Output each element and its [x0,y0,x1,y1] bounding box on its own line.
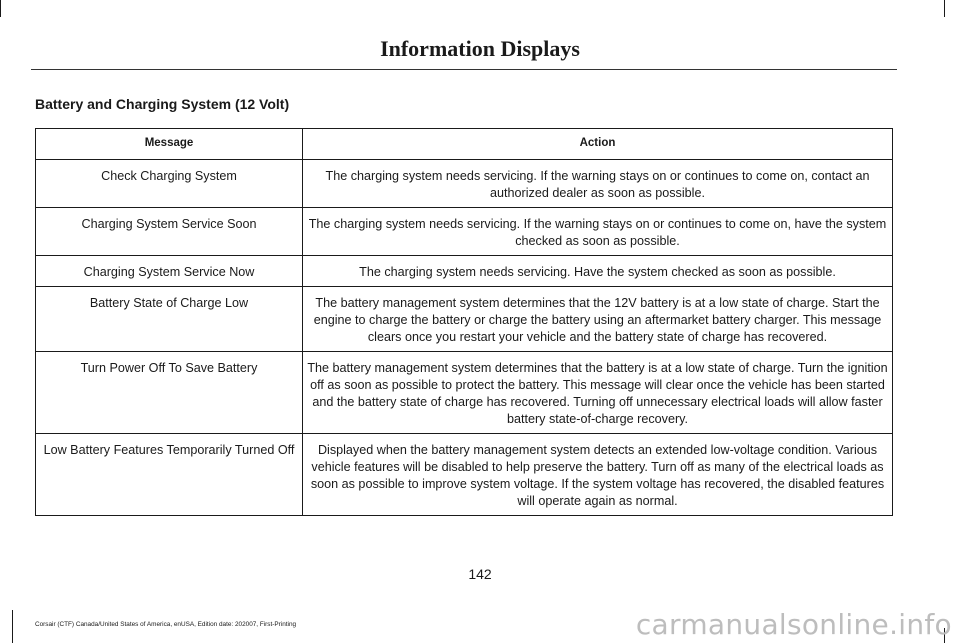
action-cell: Displayed when the battery management system detects an extended low-voltage condition. Various vehicle features will be disabled to help preserve the battery. Turn off as many of the electrical loads as soon as possible to improve system voltage. If the system voltage has recovered, the disabled features will operate again as normal. [303,434,893,516]
table-row [36,287,893,352]
table-header-row [36,129,893,160]
action-cell: The charging system needs servicing. Have the system checked as soon as possible. [303,256,893,287]
action-cell: The charging system needs servicing. If the warning stays on or continues to come on, have the system checked as soon as possible. [303,208,893,256]
crop-mark-top-left [0,0,1,17]
watermark: carmanualsonline.info [635,608,952,641]
edition-footer: Corsair (CTF) Canada/United States of America, enUSA, Edition date: 202007, First-Printing [35,621,297,628]
table-row [36,434,893,516]
header-rule [31,69,897,70]
section-title: Battery and Charging System (12 Volt) [35,96,290,112]
table-row [36,160,893,208]
message-cell: Low Battery Features Temporarily Turned Off [36,434,303,516]
action-cell: The battery management system determines that the 12V battery is at a low state of charge. Start the engine to charge the battery or charge the battery using an aftermarket battery charger. This message clears once you restart your vehicle and the battery state of charge has recovered. [303,287,893,352]
crop-mark-bottom-left [12,610,13,643]
page-number: 142 [468,566,492,582]
table-row [36,256,893,287]
crop-mark-top-right [944,0,945,17]
column-header-action: Action [303,129,893,160]
table-row [36,352,893,434]
column-header-message: Message [36,129,303,160]
message-table [35,128,893,516]
message-cell: Check Charging System [36,160,303,208]
message-cell: Charging System Service Now [36,256,303,287]
message-cell: Charging System Service Soon [36,208,303,256]
message-cell: Turn Power Off To Save Battery [36,352,303,434]
action-cell: The battery management system determines that the battery is at a low state of charge. Turn the ignition off as soon as possible to protect the battery. This message will clear once the vehicle has been started and the battery state of charge has recovered. Turning off unnecessary electrical loads will allow faster battery state-of-charge recovery. [303,352,893,434]
action-cell: The charging system needs servicing. If the warning stays on or continues to come on, contact an authorized dealer as soon as possible. [303,160,893,208]
message-cell: Battery State of Charge Low [36,287,303,352]
table-row [36,208,893,256]
page-header-title: Information Displays [380,36,580,61]
